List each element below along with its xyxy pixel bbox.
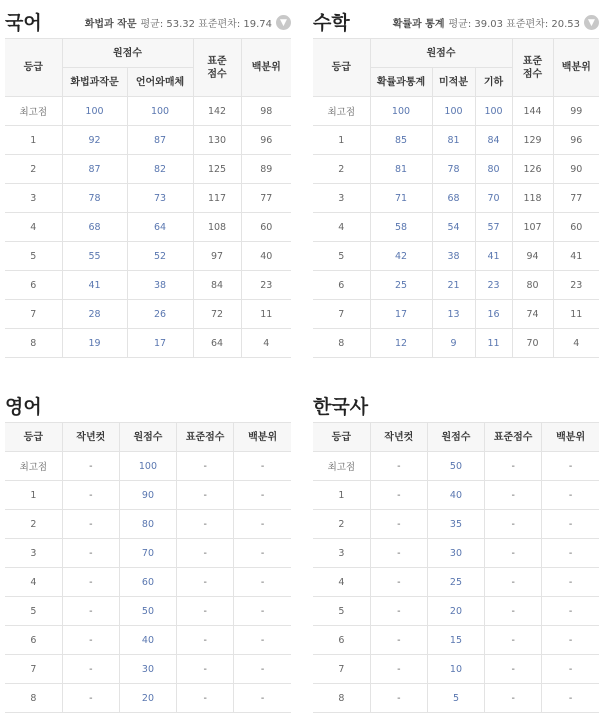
table-row	[313, 539, 599, 568]
last-year-cut-cell: -	[370, 568, 427, 597]
table-row	[313, 155, 599, 184]
raw-score-cell: 50	[427, 452, 484, 481]
raw-score-cell: 40	[119, 626, 176, 655]
percentile-cell: -	[542, 626, 599, 655]
table-row	[313, 300, 599, 329]
grade-cell: 최고점	[313, 97, 370, 126]
last-year-cut-cell: -	[370, 597, 427, 626]
percentile-cell: 77	[553, 184, 599, 213]
grade-cell: 6	[313, 271, 370, 300]
percentile-cell: -	[542, 452, 599, 481]
raw-score-cell: 40	[427, 481, 484, 510]
english-table	[5, 422, 291, 713]
raw-score-cell: 25	[370, 271, 432, 300]
grade-cell: 2	[5, 510, 62, 539]
standard-score-cell: -	[177, 510, 234, 539]
raw-score-cell: 70	[475, 184, 512, 213]
header-subject: 기하	[475, 68, 512, 97]
english-section	[5, 384, 291, 713]
standard-score-cell: 72	[193, 300, 241, 329]
header-raw-score: 원점수	[62, 39, 193, 68]
history-table	[313, 422, 599, 713]
raw-score-cell: 71	[370, 184, 432, 213]
table-row	[313, 184, 599, 213]
grade-cell: 8	[5, 329, 62, 358]
percentile-cell: -	[542, 597, 599, 626]
grade-cell: 7	[313, 300, 370, 329]
header-grade: 등급	[5, 39, 62, 97]
raw-score-cell: 87	[62, 155, 127, 184]
standard-score-cell: -	[485, 597, 542, 626]
percentile-cell: -	[234, 626, 291, 655]
raw-score-cell: 100	[119, 452, 176, 481]
raw-score-cell: 55	[62, 242, 127, 271]
raw-score-cell: 52	[127, 242, 193, 271]
grade-cell: 6	[313, 626, 370, 655]
percentile-cell: 4	[553, 329, 599, 358]
stat-subject: 화법과 작문	[84, 19, 137, 30]
table-row	[5, 423, 291, 452]
table-row	[5, 155, 291, 184]
section-title: 수학	[313, 12, 350, 34]
standard-score-cell: 74	[512, 300, 553, 329]
grade-cell: 4	[5, 213, 62, 242]
grade-cell: 2	[313, 510, 370, 539]
column-header: 백분위	[542, 423, 599, 452]
raw-score-cell: 35	[427, 510, 484, 539]
standard-score-cell: -	[485, 510, 542, 539]
grade-cell: 3	[5, 539, 62, 568]
last-year-cut-cell: -	[62, 510, 119, 539]
grade-cell: 4	[313, 213, 370, 242]
percentile-cell: -	[234, 481, 291, 510]
table-row	[313, 329, 599, 358]
standard-score-cell: 117	[193, 184, 241, 213]
header-subject: 확률과통계	[370, 68, 432, 97]
table-row	[5, 568, 291, 597]
grade-cell: 8	[5, 684, 62, 713]
grade-cell: 5	[313, 242, 370, 271]
table-row	[313, 481, 599, 510]
standard-score-cell: 94	[512, 242, 553, 271]
standard-score-cell: -	[177, 539, 234, 568]
percentile-cell: 4	[241, 329, 291, 358]
raw-score-cell: 100	[370, 97, 432, 126]
standard-score-cell: -	[485, 655, 542, 684]
last-year-cut-cell: -	[370, 481, 427, 510]
table-row	[313, 97, 599, 126]
percentile-cell: -	[234, 568, 291, 597]
table-row	[5, 655, 291, 684]
stat-subject: 확률과 통계	[392, 19, 445, 30]
percentile-cell: 96	[553, 126, 599, 155]
table-row	[313, 271, 599, 300]
math-section	[313, 0, 599, 358]
percentile-cell: -	[234, 452, 291, 481]
raw-score-cell: 68	[432, 184, 475, 213]
column-header: 작년컷	[62, 423, 119, 452]
header-grade: 등급	[313, 39, 370, 97]
table-row	[5, 684, 291, 713]
header-standard-score: 표준 점수	[512, 39, 553, 97]
table-row	[313, 423, 599, 452]
raw-score-cell: 78	[62, 184, 127, 213]
raw-score-cell: 100	[475, 97, 512, 126]
raw-score-cell: 28	[62, 300, 127, 329]
last-year-cut-cell: -	[370, 626, 427, 655]
standard-score-cell: -	[485, 481, 542, 510]
raw-score-cell: 30	[427, 539, 484, 568]
raw-score-cell: 30	[119, 655, 176, 684]
table-row	[313, 626, 599, 655]
grade-cell: 6	[5, 626, 62, 655]
standard-score-cell: -	[485, 452, 542, 481]
standard-score-cell: 97	[193, 242, 241, 271]
grade-cell: 7	[5, 655, 62, 684]
stat-text: 평균: 39.03 표준편차: 20.53	[448, 19, 580, 30]
raw-score-cell: 20	[119, 684, 176, 713]
table-row	[5, 126, 291, 155]
standard-score-cell: 70	[512, 329, 553, 358]
raw-score-cell: 41	[475, 242, 512, 271]
raw-score-cell: 25	[427, 568, 484, 597]
raw-score-cell: 20	[427, 597, 484, 626]
raw-score-cell: 84	[475, 126, 512, 155]
table-row	[5, 452, 291, 481]
table-row	[313, 684, 599, 713]
percentile-cell: 96	[241, 126, 291, 155]
raw-score-cell: 15	[427, 626, 484, 655]
percentile-cell: 98	[241, 97, 291, 126]
table-row	[313, 213, 599, 242]
percentile-cell: -	[234, 684, 291, 713]
percentile-cell: 41	[553, 242, 599, 271]
section-title: 국어	[5, 12, 42, 34]
korean-section	[5, 0, 291, 358]
grade-cell: 5	[313, 597, 370, 626]
standard-score-cell: -	[177, 597, 234, 626]
math-stat	[393, 15, 599, 30]
raw-score-cell: 12	[370, 329, 432, 358]
korean-table	[5, 38, 291, 358]
grade-cell: 3	[313, 184, 370, 213]
raw-score-cell: 5	[427, 684, 484, 713]
raw-score-cell: 23	[475, 271, 512, 300]
standard-score-cell: -	[177, 452, 234, 481]
raw-score-cell: 17	[127, 329, 193, 358]
standard-score-cell: 129	[512, 126, 553, 155]
header-subject: 언어와매체	[127, 68, 193, 97]
percentile-cell: 60	[241, 213, 291, 242]
grade-cell: 1	[313, 126, 370, 155]
raw-score-cell: 38	[127, 271, 193, 300]
raw-score-cell: 54	[432, 213, 475, 242]
column-header: 표준점수	[485, 423, 542, 452]
last-year-cut-cell: -	[62, 684, 119, 713]
last-year-cut-cell: -	[370, 655, 427, 684]
standard-score-cell: 108	[193, 213, 241, 242]
standard-score-cell: 84	[193, 271, 241, 300]
table-row	[5, 329, 291, 358]
raw-score-cell: 100	[62, 97, 127, 126]
header-percentile: 백분위	[553, 39, 599, 97]
standard-score-cell: -	[485, 568, 542, 597]
raw-score-cell: 17	[370, 300, 432, 329]
column-header: 등급	[313, 423, 370, 452]
percentile-cell: -	[234, 597, 291, 626]
raw-score-cell: 10	[427, 655, 484, 684]
header-percentile: 백분위	[241, 39, 291, 97]
grade-cell: 7	[5, 300, 62, 329]
grade-cell: 4	[313, 568, 370, 597]
grade-cell: 1	[5, 481, 62, 510]
raw-score-cell: 13	[432, 300, 475, 329]
standard-score-cell: -	[485, 539, 542, 568]
history-section	[313, 384, 599, 713]
stat-text: 평균: 53.32 표준편차: 19.74	[140, 19, 272, 30]
percentile-cell: 11	[553, 300, 599, 329]
percentile-cell: 60	[553, 213, 599, 242]
grade-cell: 3	[313, 539, 370, 568]
grade-cell: 최고점	[5, 452, 62, 481]
raw-score-cell: 38	[432, 242, 475, 271]
last-year-cut-cell: -	[62, 568, 119, 597]
percentile-cell: -	[234, 655, 291, 684]
standard-score-cell: -	[177, 684, 234, 713]
raw-score-cell: 50	[119, 597, 176, 626]
header-standard-score: 표준 점수	[193, 39, 241, 97]
chevron-down-icon[interactable]: ▼	[276, 15, 291, 30]
grade-cell: 5	[5, 597, 62, 626]
table-row	[5, 213, 291, 242]
last-year-cut-cell: -	[370, 510, 427, 539]
raw-score-cell: 19	[62, 329, 127, 358]
raw-score-cell: 87	[127, 126, 193, 155]
korean-stat	[85, 15, 291, 30]
grade-cell: 최고점	[313, 452, 370, 481]
grade-cell: 최고점	[5, 97, 62, 126]
last-year-cut-cell: -	[62, 597, 119, 626]
percentile-cell: 89	[241, 155, 291, 184]
percentile-cell: -	[542, 684, 599, 713]
raw-score-cell: 78	[432, 155, 475, 184]
raw-score-cell: 11	[475, 329, 512, 358]
table-row	[313, 655, 599, 684]
standard-score-cell: -	[177, 568, 234, 597]
table-row	[313, 568, 599, 597]
table-row	[5, 242, 291, 271]
last-year-cut-cell: -	[370, 684, 427, 713]
raw-score-cell: 100	[127, 97, 193, 126]
table-row	[5, 97, 291, 126]
grade-cell: 3	[5, 184, 62, 213]
table-row	[5, 39, 291, 68]
table-row	[5, 626, 291, 655]
header-raw-score: 원점수	[370, 39, 512, 68]
header-subject: 미적분	[432, 68, 475, 97]
grade-cell: 2	[313, 155, 370, 184]
standard-score-cell: 64	[193, 329, 241, 358]
section-title: 한국사	[313, 396, 369, 418]
table-row	[313, 452, 599, 481]
standard-score-cell: -	[485, 626, 542, 655]
raw-score-cell: 73	[127, 184, 193, 213]
last-year-cut-cell: -	[370, 539, 427, 568]
percentile-cell: -	[234, 510, 291, 539]
last-year-cut-cell: -	[62, 539, 119, 568]
percentile-cell: -	[542, 510, 599, 539]
column-header: 원점수	[427, 423, 484, 452]
percentile-cell: -	[542, 481, 599, 510]
standard-score-cell: -	[177, 626, 234, 655]
table-row	[5, 481, 291, 510]
standard-score-cell: 126	[512, 155, 553, 184]
raw-score-cell: 26	[127, 300, 193, 329]
table-row	[313, 597, 599, 626]
last-year-cut-cell: -	[62, 481, 119, 510]
table-row	[313, 242, 599, 271]
grade-cell: 6	[5, 271, 62, 300]
grade-cell: 2	[5, 155, 62, 184]
grade-cell: 8	[313, 684, 370, 713]
column-header: 작년컷	[370, 423, 427, 452]
percentile-cell: 77	[241, 184, 291, 213]
percentile-cell: 23	[553, 271, 599, 300]
raw-score-cell: 82	[127, 155, 193, 184]
percentile-cell: 11	[241, 300, 291, 329]
raw-score-cell: 80	[119, 510, 176, 539]
raw-score-cell: 70	[119, 539, 176, 568]
percentile-cell: -	[234, 539, 291, 568]
table-row	[313, 39, 599, 68]
grade-cell: 5	[5, 242, 62, 271]
raw-score-cell: 100	[432, 97, 475, 126]
raw-score-cell: 80	[475, 155, 512, 184]
column-header: 등급	[5, 423, 62, 452]
table-row	[5, 271, 291, 300]
last-year-cut-cell: -	[62, 452, 119, 481]
raw-score-cell: 57	[475, 213, 512, 242]
column-header: 원점수	[119, 423, 176, 452]
raw-score-cell: 81	[370, 155, 432, 184]
raw-score-cell: 64	[127, 213, 193, 242]
table-row	[5, 184, 291, 213]
percentile-cell: 40	[241, 242, 291, 271]
raw-score-cell: 60	[119, 568, 176, 597]
standard-score-cell: 125	[193, 155, 241, 184]
header-subject: 화법과작문	[62, 68, 127, 97]
raw-score-cell: 81	[432, 126, 475, 155]
standard-score-cell: -	[177, 655, 234, 684]
raw-score-cell: 58	[370, 213, 432, 242]
raw-score-cell: 9	[432, 329, 475, 358]
percentile-cell: 99	[553, 97, 599, 126]
table-row	[5, 300, 291, 329]
grade-cell: 1	[313, 481, 370, 510]
last-year-cut-cell: -	[62, 655, 119, 684]
last-year-cut-cell: -	[62, 626, 119, 655]
raw-score-cell: 41	[62, 271, 127, 300]
math-table	[313, 38, 599, 358]
grade-cell: 1	[5, 126, 62, 155]
grade-cell: 4	[5, 568, 62, 597]
table-row	[313, 126, 599, 155]
standard-score-cell: 130	[193, 126, 241, 155]
raw-score-cell: 90	[119, 481, 176, 510]
last-year-cut-cell: -	[370, 452, 427, 481]
table-row	[5, 510, 291, 539]
percentile-cell: 90	[553, 155, 599, 184]
column-header: 백분위	[234, 423, 291, 452]
standard-score-cell: 118	[512, 184, 553, 213]
grade-cell: 8	[313, 329, 370, 358]
percentile-cell: -	[542, 539, 599, 568]
table-row	[5, 539, 291, 568]
raw-score-cell: 42	[370, 242, 432, 271]
raw-score-cell: 16	[475, 300, 512, 329]
raw-score-cell: 85	[370, 126, 432, 155]
standard-score-cell: 107	[512, 213, 553, 242]
percentile-cell: -	[542, 655, 599, 684]
standard-score-cell: 144	[512, 97, 553, 126]
standard-score-cell: 142	[193, 97, 241, 126]
raw-score-cell: 21	[432, 271, 475, 300]
raw-score-cell: 68	[62, 213, 127, 242]
standard-score-cell: -	[177, 481, 234, 510]
chevron-down-icon[interactable]: ▼	[584, 15, 599, 30]
grade-cell: 7	[313, 655, 370, 684]
standard-score-cell: -	[485, 684, 542, 713]
table-row	[313, 510, 599, 539]
percentile-cell: -	[542, 568, 599, 597]
column-header: 표준점수	[177, 423, 234, 452]
percentile-cell: 23	[241, 271, 291, 300]
raw-score-cell: 92	[62, 126, 127, 155]
standard-score-cell: 80	[512, 271, 553, 300]
section-title: 영어	[5, 396, 42, 418]
table-row	[5, 597, 291, 626]
